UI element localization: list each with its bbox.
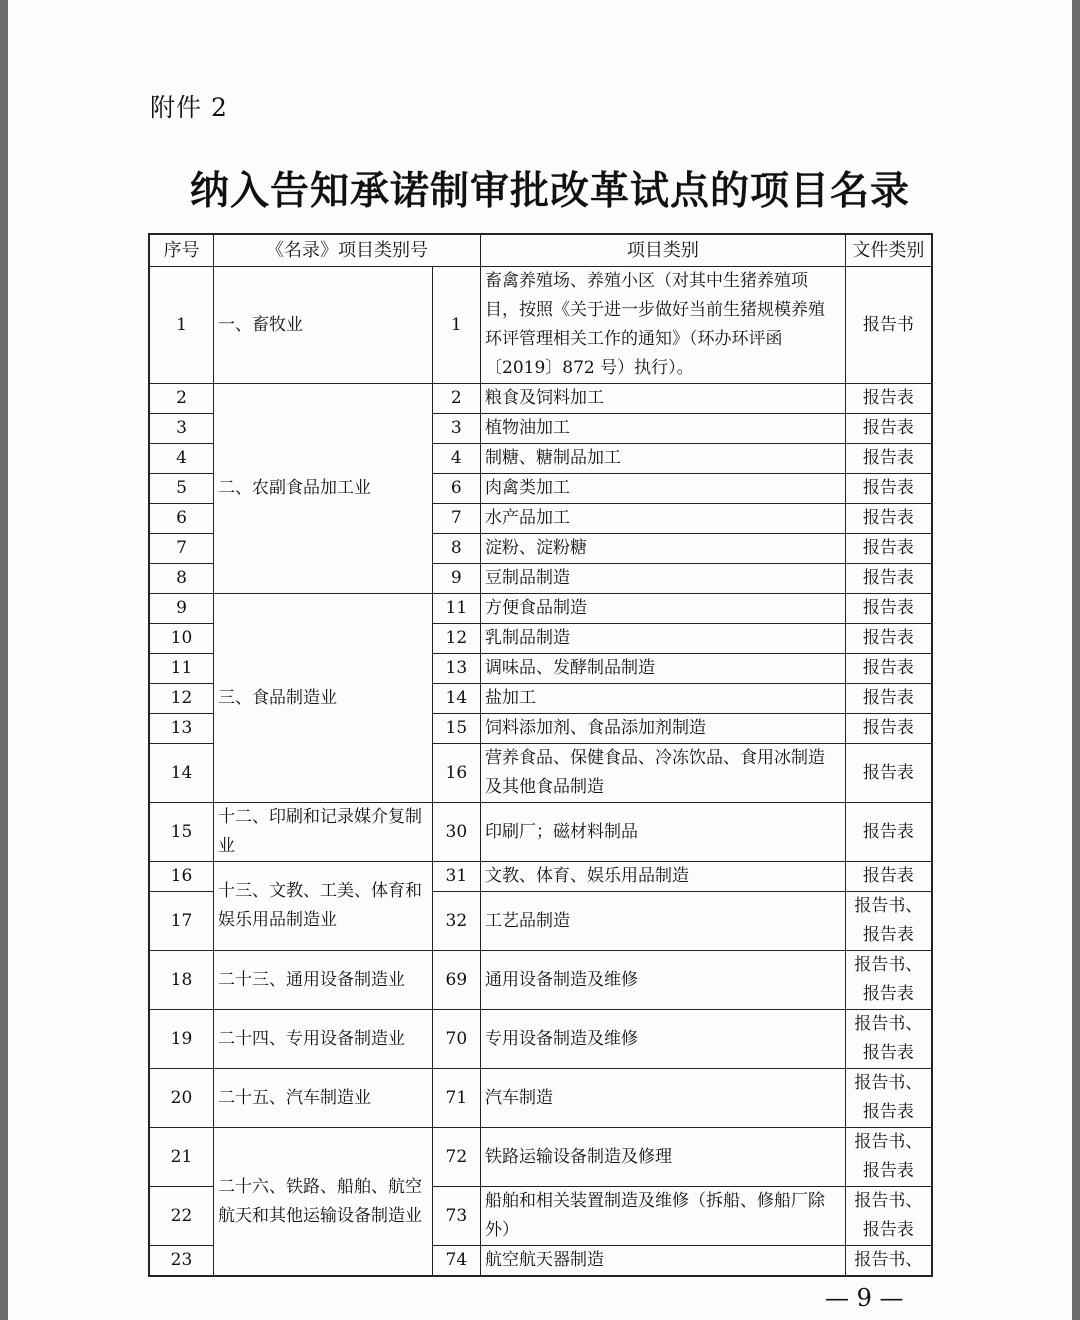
table-cell: 13: [149, 714, 213, 744]
page-number: — 9 —: [825, 1284, 904, 1312]
header-file-type: 文件类别: [845, 234, 932, 267]
table-cell: 制糖、糖制品加工: [481, 444, 846, 474]
group-label: 三、食品制造业: [213, 594, 432, 803]
table-cell: 文教、体育、娱乐用品制造: [481, 862, 846, 892]
table-cell: 饲料添加剂、食品添加剂制造: [481, 714, 846, 744]
table-header-row: [149, 234, 932, 267]
table-cell: 74: [432, 1246, 480, 1277]
table-cell: 6: [149, 504, 213, 534]
table-cell: 盐加工: [481, 684, 846, 714]
attachment-label: 附件 2: [150, 93, 228, 122]
table-cell: 8: [149, 564, 213, 594]
table-row: [149, 594, 932, 624]
table-cell: 肉禽类加工: [481, 474, 846, 504]
table-cell: 报告书、: [845, 1246, 932, 1277]
table-cell: 汽车制造: [481, 1069, 846, 1128]
table-cell: 方便食品制造: [481, 594, 846, 624]
table-cell: 报告表: [845, 862, 932, 892]
group-label: 一、畜牧业: [213, 267, 432, 384]
table-cell: 18: [149, 951, 213, 1010]
table-row: [149, 803, 932, 862]
table-cell: 69: [432, 951, 480, 1010]
table-cell: 2: [149, 384, 213, 414]
table-cell: 4: [432, 444, 480, 474]
table-cell: 乳制品制造: [481, 624, 846, 654]
table-cell: 报告书、报告表: [845, 1187, 932, 1246]
table-cell: 7: [149, 534, 213, 564]
group-label: 二十六、铁路、船舶、航空航天和其他运输设备制造业: [213, 1128, 432, 1277]
table-cell: 报告书、报告表: [845, 1010, 932, 1069]
table-cell: 30: [432, 803, 480, 862]
table-row: [149, 1010, 932, 1069]
table-cell: 70: [432, 1010, 480, 1069]
table-row: [149, 951, 932, 1010]
table-cell: 航空航天器制造: [481, 1246, 846, 1277]
group-label: 二十四、专用设备制造业: [213, 1010, 432, 1069]
table-cell: 报告表: [845, 594, 932, 624]
table-cell: 23: [149, 1246, 213, 1277]
table-cell: 豆制品制造: [481, 564, 846, 594]
table-cell: 13: [432, 654, 480, 684]
table-cell: 11: [432, 594, 480, 624]
table-cell: 通用设备制造及维修: [481, 951, 846, 1010]
table-cell: 报告表: [845, 654, 932, 684]
table-cell: 8: [432, 534, 480, 564]
table-row: [149, 862, 932, 892]
table-cell: 4: [149, 444, 213, 474]
table-cell: 7: [432, 504, 480, 534]
table-cell: 19: [149, 1010, 213, 1069]
table-cell: 3: [149, 414, 213, 444]
table-cell: 2: [432, 384, 480, 414]
group-label: 二十三、通用设备制造业: [213, 951, 432, 1010]
table-cell: 6: [432, 474, 480, 504]
table-row: [149, 1069, 932, 1128]
header-catalog-category: 《名录》项目类别号: [213, 234, 480, 267]
table-cell: 11: [149, 654, 213, 684]
table-cell: 1: [149, 267, 213, 384]
table-cell: 营养食品、保健食品、冷冻饮品、食用冰制造及其他食品制造: [481, 744, 846, 803]
table-cell: 10: [149, 624, 213, 654]
table-cell: 工艺品制造: [481, 892, 846, 951]
table-cell: 报告表: [845, 564, 932, 594]
table-cell: 专用设备制造及维修: [481, 1010, 846, 1069]
table-cell: 报告表: [845, 384, 932, 414]
table-row: [149, 384, 932, 414]
table-cell: 32: [432, 892, 480, 951]
table-cell: 报告表: [845, 684, 932, 714]
project-catalog-table: [148, 233, 933, 1277]
table-cell: 71: [432, 1069, 480, 1128]
table-cell: 9: [432, 564, 480, 594]
table-cell: 16: [432, 744, 480, 803]
table-cell: 报告表: [845, 803, 932, 862]
group-label: 十二、印刷和记录媒介复制业: [213, 803, 432, 862]
table-cell: 21: [149, 1128, 213, 1187]
header-seq: 序号: [149, 234, 213, 267]
table-cell: 报告表: [845, 504, 932, 534]
table-cell: 报告书、报告表: [845, 951, 932, 1010]
table-cell: 15: [149, 803, 213, 862]
table-cell: 报告表: [845, 444, 932, 474]
table-cell: 铁路运输设备制造及修理: [481, 1128, 846, 1187]
table-cell: 植物油加工: [481, 414, 846, 444]
table-cell: 报告书、报告表: [845, 1069, 932, 1128]
table-cell: 报告表: [845, 744, 932, 803]
table-cell: 22: [149, 1187, 213, 1246]
table-cell: 12: [149, 684, 213, 714]
table-cell: 5: [149, 474, 213, 504]
table-cell: 14: [432, 684, 480, 714]
table-cell: 报告书、报告表: [845, 1128, 932, 1187]
table-cell: 20: [149, 1069, 213, 1128]
table-cell: 72: [432, 1128, 480, 1187]
group-label: 二十五、汽车制造业: [213, 1069, 432, 1128]
table-cell: 淀粉、淀粉糖: [481, 534, 846, 564]
table-cell: 15: [432, 714, 480, 744]
table-cell: 报告表: [845, 714, 932, 744]
table-cell: 3: [432, 414, 480, 444]
document-page: [8, 0, 1072, 1320]
table-cell: 1: [432, 267, 480, 384]
table-cell: 报告表: [845, 474, 932, 504]
table-cell: 12: [432, 624, 480, 654]
table-cell: 调味品、发酵制品制造: [481, 654, 846, 684]
table-cell: 31: [432, 862, 480, 892]
table-row: [149, 267, 932, 384]
table-cell: 16: [149, 862, 213, 892]
table-cell: 报告表: [845, 624, 932, 654]
table-cell: 报告书、报告表: [845, 892, 932, 951]
group-label: 二、农副食品加工业: [213, 384, 432, 594]
table-row: [149, 1128, 932, 1187]
document-title: 纳入告知承诺制审批改革试点的项目名录: [189, 168, 910, 214]
table-cell: 畜禽养殖场、养殖小区（对其中生猪养殖项目，按照《关于进一步做好当前生猪规模养殖环评管理相关工作的通知》（环办环评函〔2019〕872 号）执行）。: [481, 267, 846, 384]
table-cell: 印刷厂；磁材料制品: [481, 803, 846, 862]
table-cell: 73: [432, 1187, 480, 1246]
group-label: 十三、文教、工美、体育和娱乐用品制造业: [213, 862, 432, 951]
header-project-category: 项目类别: [481, 234, 846, 267]
table-cell: 报告表: [845, 414, 932, 444]
table-cell: 船舶和相关装置制造及维修（拆船、修船厂除外）: [481, 1187, 846, 1246]
table-cell: 水产品加工: [481, 504, 846, 534]
table-cell: 14: [149, 744, 213, 803]
table-cell: 9: [149, 594, 213, 624]
table-cell: 17: [149, 892, 213, 951]
table-cell: 报告表: [845, 534, 932, 564]
table-cell: 报告书: [845, 267, 932, 384]
table-cell: 粮食及饲料加工: [481, 384, 846, 414]
